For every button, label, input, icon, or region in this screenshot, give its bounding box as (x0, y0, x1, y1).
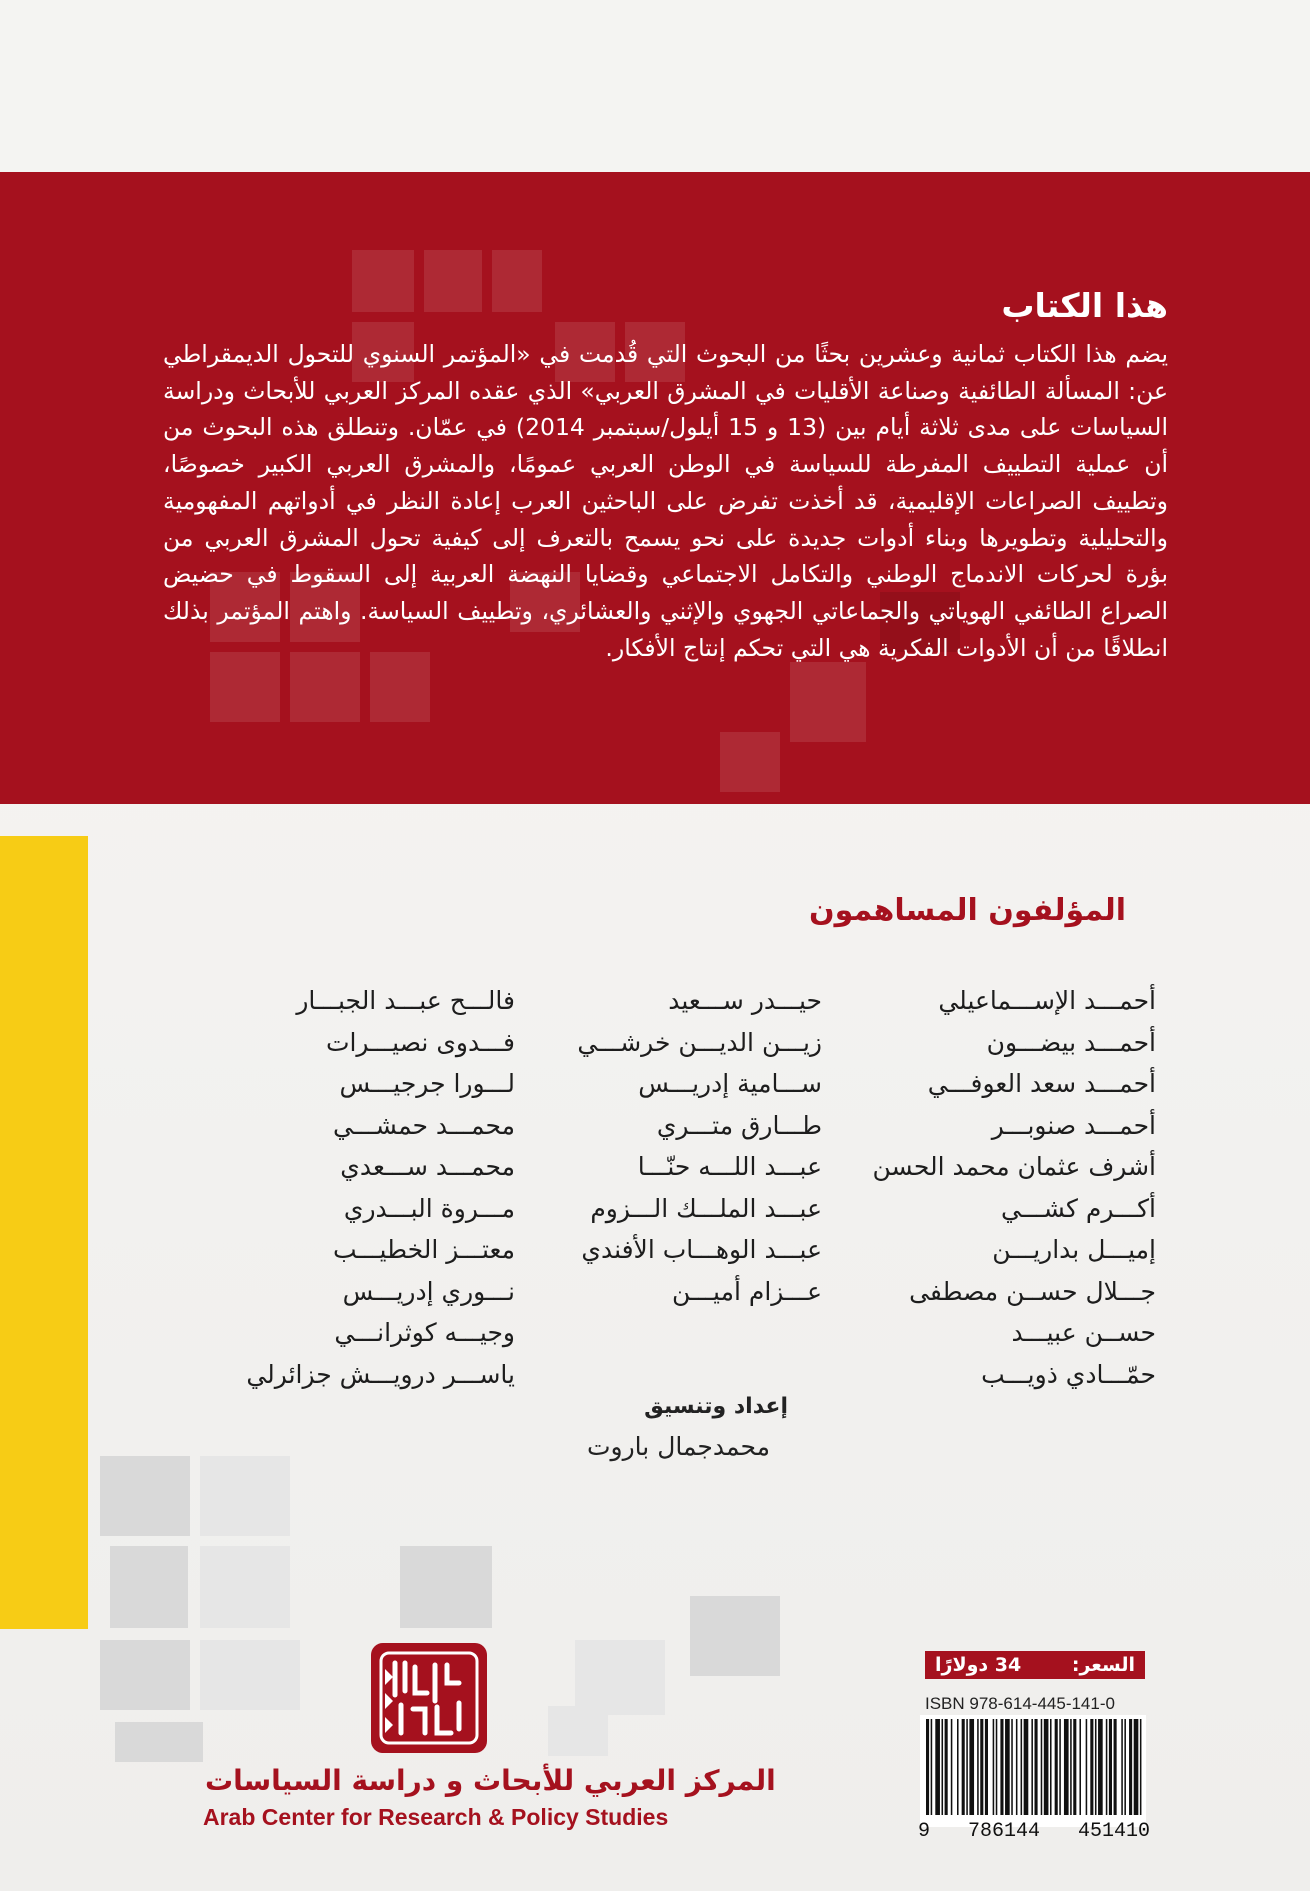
author-name: أحمـــد بيضـــون (986, 1027, 1156, 1057)
decor-square (115, 1722, 203, 1762)
barcode-bar (1021, 1719, 1023, 1815)
barcode-bar (1079, 1719, 1081, 1815)
decor-square (200, 1546, 290, 1628)
about-body: يضم هذا الكتاب ثمانية وعشرين بحثًا من البحوث التي قُدمت في «المؤتمر السنوي للتحول الديمقراطي عن: المسألة الطائفية وصناعة الأقليات في المشرق العربي» الذي عقده المركز العربي للأبحاث ودراسة السياسات على مدى ثلاثة أيام بين (13 و 15 أيلول/سبتمبر 2014) في عمّان. وتنطلق هذه البحوث من أن عملية التطييف المفرطة للسياسة في الوطن العربي عمومًا، والمشرق العربي الكبير خصوصًا، وتطييف الصراعات الإقليمية، قد أخذت تفرض على الباحثين العرب إعادة النظر في أدواتهم المفهومية والتحليلية وتطويرها وبناء أدوات جديدة على نحو يسمح بالتعرف إلى كيفية تحول المشرق العربي من بؤرة لحركات الاندماج الوطني والتكامل الاجتماعي وقضايا النهضة العربية إلى السقوط في حضيض الصراع الطائفي الهوياتي والجماعاتي الجهوي والإثني والعشائري، وتطييف السياسة. واهتم المؤتمر بذلك انطلاقًا من أن الأدوات الفكرية هي التي تحكم إنتاج الأفكار. (163, 340, 1168, 662)
barcode-bar (1044, 1719, 1049, 1815)
barcode-bar (980, 1719, 983, 1815)
barcode-bars (920, 1715, 1146, 1819)
author-name: لـــورا جرجيـــس (339, 1069, 515, 1098)
barcode-bar (962, 1719, 965, 1815)
author-name: فالـــح عبـــد الجبـــار (296, 986, 515, 1015)
decor-square (400, 1546, 492, 1628)
barcode-bar (985, 1719, 988, 1815)
author-name: نـــوري إدريـــس (342, 1276, 515, 1306)
authors-column-middle (522, 980, 822, 1312)
author-name: محمـــد ســـعدي (340, 1152, 515, 1181)
decor-square (424, 250, 482, 312)
decor-square (790, 662, 866, 742)
barcode-bar (1031, 1719, 1033, 1815)
barcode-bar (926, 1719, 929, 1815)
author-name: حيـــدر ســـعيد (668, 986, 822, 1015)
barcode-bar (993, 1719, 995, 1815)
barcode-bar (966, 1719, 968, 1815)
barcode-bar (1005, 1719, 1010, 1815)
yellow-stripe (0, 836, 88, 1629)
coordination-label: إعداد وتنسيق (644, 1394, 788, 1419)
author-name: مـــروة البـــدري (343, 1193, 515, 1223)
about-title: هذا الكتاب (1001, 286, 1168, 325)
author-name: وجيـــه كوثرانـــي (334, 1318, 515, 1347)
decor-square (720, 732, 780, 792)
author-name: زيـــن الديـــن خرشـــي (577, 1027, 822, 1057)
isbn-number: ISBN 978-614-445-141-0 (925, 1694, 1115, 1713)
authors-column-left (215, 980, 515, 1395)
barcode-bar (1016, 1719, 1018, 1815)
barcode-group-1: 786144 (967, 1820, 1040, 1843)
author-name: إميـــل بداريـــن (992, 1235, 1156, 1264)
barcode (920, 1715, 1146, 1827)
barcode-bar (1129, 1719, 1132, 1815)
barcode-lead-digit: 9 (918, 1820, 931, 1843)
author-name: ســـامية إدريـــس (638, 1069, 822, 1098)
publisher-name-arabic: المركز العربي للأبحاث و دراسة السياسات (205, 1764, 776, 1797)
decor-square (548, 1706, 608, 1756)
barcode-bar (1098, 1719, 1103, 1815)
decor-square (100, 1640, 190, 1710)
author-name: أحمـــد صنوبـــر (991, 1110, 1156, 1140)
publisher-name-english: Arab Center for Research & Policy Studies (203, 1804, 669, 1830)
author-name: ياســـر درويـــش جزائرلي (246, 1359, 515, 1389)
author-name: عبـــد الملـــك الـــزوم (590, 1193, 822, 1223)
author-name: جـــلال حســن مصطفى (909, 1276, 1156, 1306)
barcode-bar (1140, 1719, 1142, 1815)
author-name: عبـــد الوهـــاب الأفندي (581, 1235, 822, 1264)
barcode-digits (918, 1820, 1150, 1843)
barcode-bar (1121, 1719, 1123, 1815)
top-white-band (0, 0, 1310, 190)
coordinator-name: محمدجمال باروت (587, 1432, 770, 1461)
decor-square (200, 1640, 300, 1710)
decor-square (690, 1596, 780, 1676)
publisher-logo (371, 1643, 487, 1753)
decor-square (352, 250, 414, 312)
barcode-bar (931, 1719, 933, 1815)
barcode-bar (1011, 1719, 1013, 1815)
price-value: 34 دولارًا (935, 1654, 1022, 1676)
author-name: معتـــز الخطيـــب (333, 1235, 515, 1264)
decor-square (575, 1640, 665, 1715)
decor-square (492, 250, 542, 312)
author-name: حســن عبيـــد (1011, 1318, 1156, 1347)
decor-square (200, 1456, 290, 1536)
barcode-bar (945, 1719, 948, 1815)
barcode-bar (1024, 1719, 1029, 1815)
barcode-bar (951, 1719, 953, 1815)
barcode-bar (1106, 1719, 1108, 1815)
barcode-bar (1055, 1719, 1058, 1815)
barcode-group-2: 451410 (1077, 1820, 1150, 1843)
barcode-bar (1095, 1719, 1097, 1815)
barcode-bar (1035, 1719, 1038, 1815)
barcode-bar (1050, 1719, 1052, 1815)
barcode-bar (935, 1719, 940, 1815)
barcode-bar (1000, 1719, 1003, 1815)
decor-square (100, 1456, 190, 1536)
price-tag (925, 1651, 1145, 1679)
authors-title: المؤلفون المساهمون (809, 893, 1126, 928)
barcode-bar (1109, 1719, 1112, 1815)
barcode-bar (1059, 1719, 1061, 1815)
author-name: أكـــرم كشـــي (1000, 1193, 1156, 1223)
barcode-bar (996, 1719, 998, 1815)
barcode-bar (977, 1719, 979, 1815)
author-name: أشرف عثمان محمد الحسن (872, 1152, 1156, 1181)
barcode-bar (1070, 1719, 1072, 1815)
barcode-bar (969, 1719, 974, 1815)
barcode-bar (1090, 1719, 1093, 1815)
author-name: محمـــد حمشـــي (332, 1110, 515, 1140)
barcode-bar (1134, 1719, 1139, 1815)
author-name: أحمـــد الإســـماعيلي (938, 986, 1156, 1015)
author-name: حمّـــادي ذويـــب (981, 1359, 1156, 1389)
price-label: السعر: (1071, 1654, 1135, 1676)
author-name: عـــزام أميـــن (672, 1276, 822, 1306)
author-name: أحمـــد سعد العوفـــي (927, 1069, 1156, 1098)
barcode-bar (1041, 1719, 1043, 1815)
publisher-logo-icon (371, 1643, 487, 1753)
barcode-bar (957, 1719, 959, 1815)
author-name: طـــارق متـــري (656, 1110, 822, 1140)
author-name: عبـــد اللـــه حنّـــا (637, 1152, 822, 1181)
barcode-bar (1073, 1719, 1076, 1815)
authors-column-right (856, 980, 1156, 1395)
barcode-bar (1124, 1719, 1126, 1815)
barcode-bar (942, 1719, 944, 1815)
author-name: فـــدوى نصيـــرات (325, 1027, 515, 1057)
decor-square (110, 1546, 188, 1628)
barcode-bar (1086, 1719, 1088, 1815)
barcode-bar (1064, 1719, 1069, 1815)
barcode-bar (1114, 1719, 1117, 1815)
